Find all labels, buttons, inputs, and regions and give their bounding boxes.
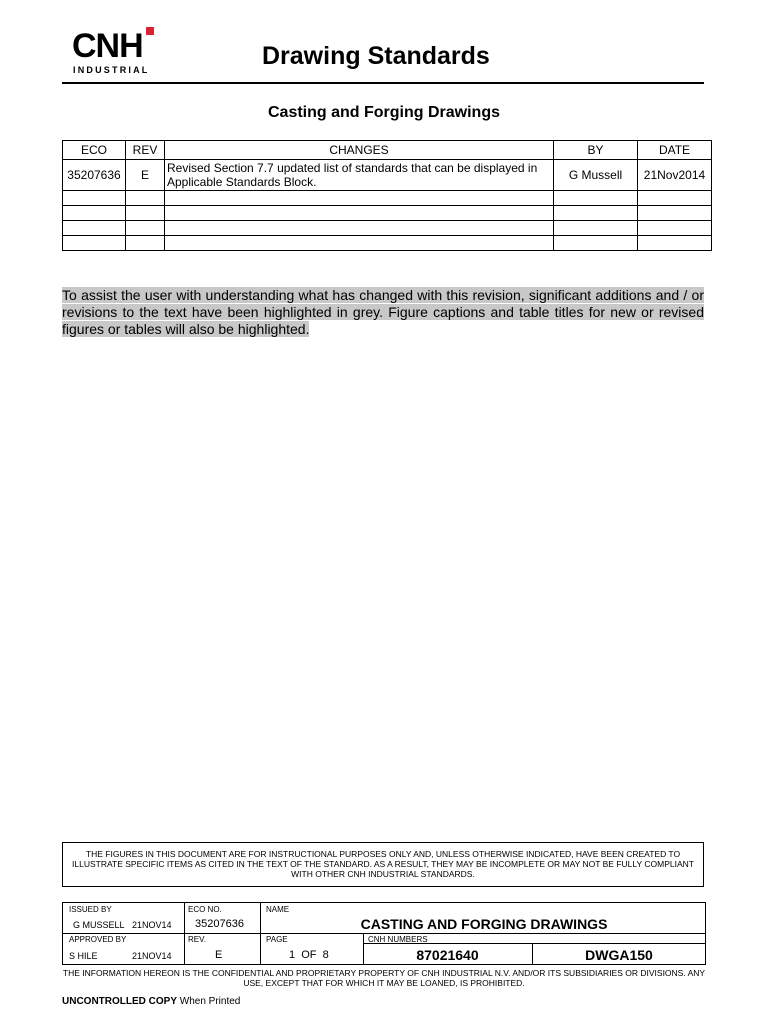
header-divider — [62, 82, 704, 84]
rev-header: REV — [126, 141, 165, 160]
eco-cell: 35207636 — [63, 160, 126, 191]
approved-date-value: 21NOV14 — [132, 951, 172, 961]
issued-by-value: G MUSSELL — [73, 920, 125, 930]
approved-by-value: S HILE — [69, 951, 98, 961]
uncontrolled-copy-bold: UNCONTROLLED COPY — [62, 996, 177, 1007]
eco-label: ECO NO. — [188, 905, 222, 914]
issued-date-value: 21NOV14 — [132, 920, 172, 930]
section-title: Casting and Forging Drawings — [267, 104, 500, 121]
highlighted-note-text: To assist the user with understanding what has changed with this revision, significant additions and / or revisions to the text have been highlighted in grey. Figure captions and table titles for new or revised figures or tables will also be highlighted. — [62, 287, 704, 337]
name-label: NAME — [266, 905, 290, 914]
approved-by-label: APPROVED BY — [69, 935, 127, 944]
table-row — [63, 236, 712, 251]
issued-by-label: ISSUED BY — [69, 905, 112, 914]
title-block — [62, 902, 706, 965]
by-cell: G Mussell — [554, 160, 638, 191]
page-label: PAGE — [266, 935, 288, 944]
page-value: 1 OF 8 — [289, 949, 329, 961]
cnh-number: 87021640 — [416, 947, 479, 963]
table-row — [63, 191, 712, 206]
uncontrolled-copy-rest: When Printed — [177, 996, 241, 1007]
logo-subtitle: INDUSTRIAL — [73, 65, 150, 75]
confidentiality-notice: THE INFORMATION HEREON IS THE CONFIDENTIAL AND PROPRIETARY PROPERTY OF CNH INDUSTRIAL N.V. AND/OR ITS SUBSIDIARIES OR DIVISIONS. ANY USE, EXCEPT THAT FOR WHICH IT MAY BE LOANED, IS PROHIBITED. — [62, 968, 706, 988]
table-row — [63, 160, 712, 191]
logo-wordmark: CNH — [72, 27, 143, 65]
rev-label: REV. — [188, 935, 206, 944]
changes-cell: Revised Section 7.7 updated list of standards that can be displayed in Applicable Standards Block. — [165, 160, 554, 191]
table-row — [63, 206, 712, 221]
revision-table — [62, 140, 712, 251]
changes-header: CHANGES — [165, 141, 554, 160]
rev-value: E — [215, 949, 223, 961]
date-cell: 21Nov2014 — [638, 160, 712, 191]
by-header: BY — [554, 141, 638, 160]
disclaimer-box: THE FIGURES IN THIS DOCUMENT ARE FOR INSTRUCTIONAL PURPOSES ONLY AND, UNLESS OTHERWISE INDICATED, HAVE BEEN CREATED TO ILLUSTRATE SPECIFIC ITEMS AS CITED IN THE TEXT OF THE STANDARD. AS A RESULT, THEY MAY BE INCOMPLETE OR MAY NOT BE FULLY COMPLIANT WITH OTHER CNH INDUSTRIAL STANDARDS. — [62, 842, 704, 887]
logo-accent-square — [146, 27, 154, 35]
eco-header: ECO — [63, 141, 126, 160]
eco-value: 35207636 — [195, 918, 244, 930]
table-row — [63, 221, 712, 236]
drawing-name: CASTING AND FORGING DRAWINGS — [360, 916, 608, 932]
uncontrolled-copy-notice — [62, 996, 240, 1007]
dwg-number: DWGA150 — [585, 947, 653, 963]
rev-cell: E — [126, 160, 165, 191]
table-header-row — [63, 141, 712, 160]
date-header: DATE — [638, 141, 712, 160]
document-title: Drawing Standards — [262, 42, 490, 70]
revision-note — [62, 287, 704, 338]
cnh-numbers-label: CNH NUMBERS — [368, 935, 428, 944]
